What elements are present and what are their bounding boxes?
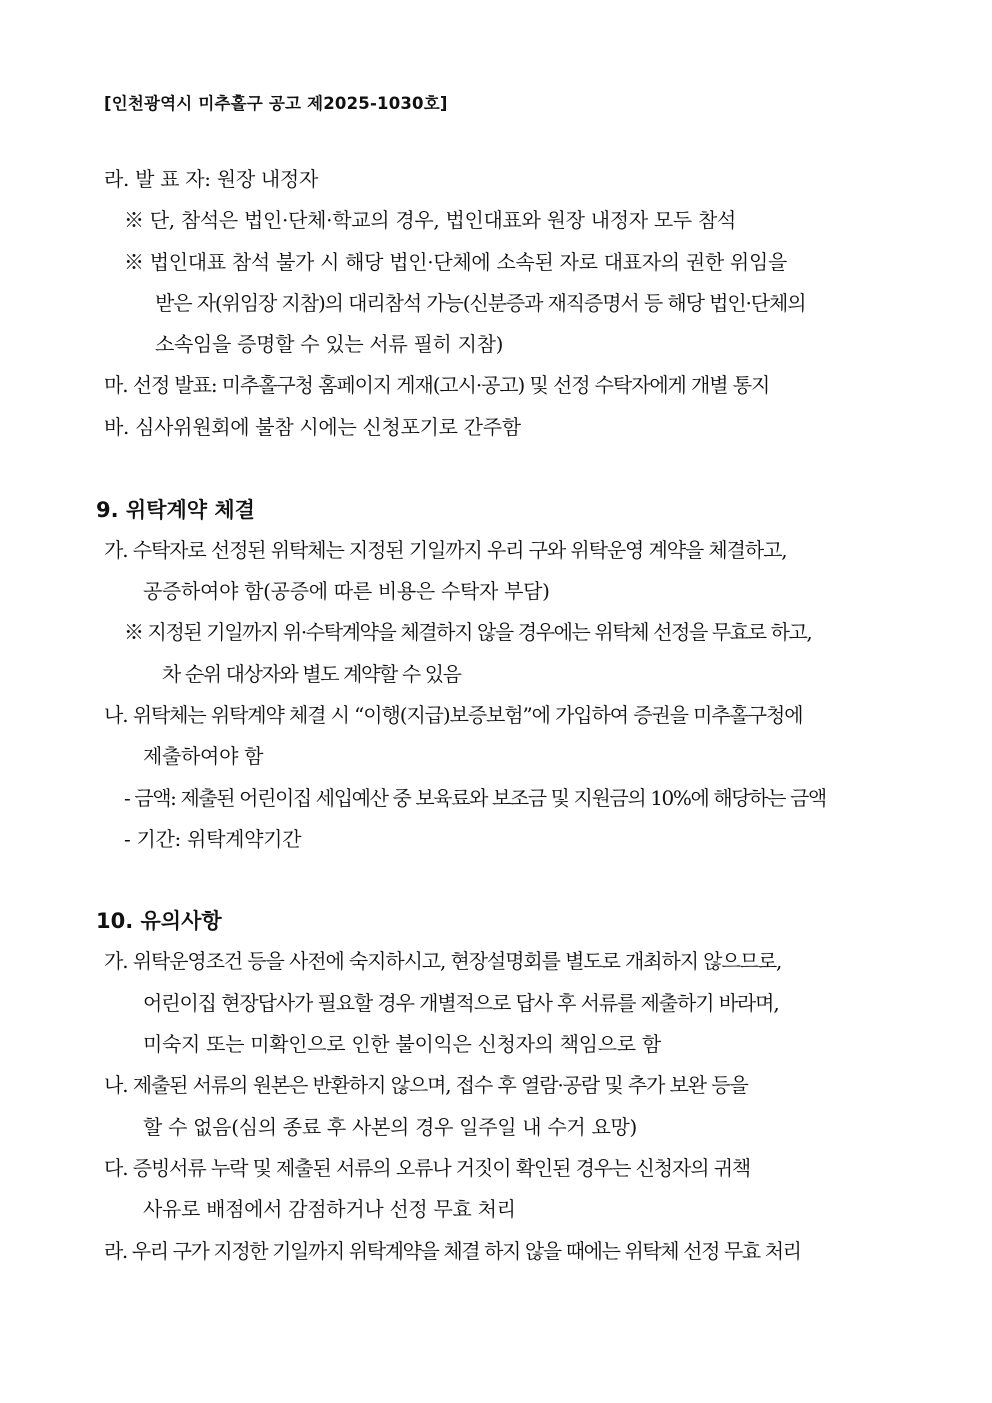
s10-item-da-line2: 사유로 배점에서 감점하거나 선정 무효 처리 (143, 1197, 516, 1221)
s10-item-na-line1: 나. 제출된 서류의 원본은 반환하지 않으며, 접수 후 열람·공람 및 추가 보완 등을 (104, 1073, 748, 1097)
s9-dash-amount: - 금액: 제출된 어린이집 세입예산 중 보육료와 보조금 및 지원금의 10%에 해당하는 금액 (124, 786, 826, 810)
s10-item-ga-line2: 어린이집 현장답사가 필요할 경우 개별적으로 답사 후 서류를 제출하기 바라며, (143, 991, 779, 1015)
s10-item-da-line1: 다. 증빙서류 누락 및 제출된 서류의 오류나 거짓이 확인된 경우는 신청자의 귀책 (104, 1156, 751, 1180)
s9-item-ga-line1: 가. 수탁자로 선정된 위탁체는 지정된 기일까지 우리 구와 위탁운영 계약을 체결하고, (104, 538, 787, 562)
item-ra-presenter: 라. 발 표 자: 원장 내정자 (104, 167, 318, 191)
note-proxy-line1: ※ 법인대표 참석 불가 시 해당 법인·단체에 소속된 자로 대표자의 권한 위임을 (124, 250, 787, 274)
section-9-heading: 9. 위탁계약 체결 (96, 498, 255, 522)
s9-item-na-line2: 제출하여야 함 (143, 744, 264, 768)
note-proxy-line2: 받은 자(위임장 지참)의 대리참석 가능(신분증과 재직증명서 등 해당 법인·단체의 (155, 291, 806, 315)
s9-note-line2: 차 순위 대상자와 별도 계약할 수 있음 (162, 662, 461, 686)
note-attendance: ※ 단, 참석은 법인·단체·학교의 경우, 법인대표와 원장 내정자 모두 참석 (124, 208, 736, 232)
item-ma-announcement: 마. 선정 발표: 미추홀구청 홈페이지 게재(고시·공고) 및 선정 수탁자에게 개별 통지 (104, 373, 770, 397)
s9-item-na-line1: 나. 위탁체는 위탁계약 체결 시 “이행(지급)보증보험”에 가입하여 증권을 미추홀구청에 (104, 703, 803, 727)
notice-number: [인천광역시 미추홀구 공고 제2025-1030호] (104, 94, 448, 113)
item-ba-absence: 바. 심사위원회에 불참 시에는 신청포기로 간주함 (104, 415, 521, 439)
section-10-heading: 10. 유의사항 (96, 909, 222, 933)
s9-dash-period: - 기간: 위탁계약기간 (124, 827, 302, 851)
s10-item-ra: 라. 우리 구가 지정한 기일까지 위탁계약을 체결 하지 않을 때에는 위탁체 선정 무효 처리 (104, 1239, 801, 1263)
note-proxy-line3: 소속임을 증명할 수 있는 서류 필히 지참) (155, 332, 504, 356)
s10-item-ga-line1: 가. 위탁운영조건 등을 사전에 숙지하시고, 현장설명회를 별도로 개최하지 않으므로, (104, 949, 782, 973)
s10-item-ga-line3: 미숙지 또는 미확인으로 인한 불이익은 신청자의 책임으로 함 (143, 1032, 661, 1056)
s10-item-na-line2: 할 수 없음(심의 종료 후 사본의 경우 일주일 내 수거 요망) (143, 1115, 638, 1139)
s9-item-ga-line2: 공증하여야 함(공증에 따른 비용은 수탁자 부담) (143, 579, 550, 603)
s9-note-line1: ※ 지정된 기일까지 위·수탁계약을 체결하지 않을 경우에는 위탁체 선정을 무효로 하고, (124, 620, 812, 644)
